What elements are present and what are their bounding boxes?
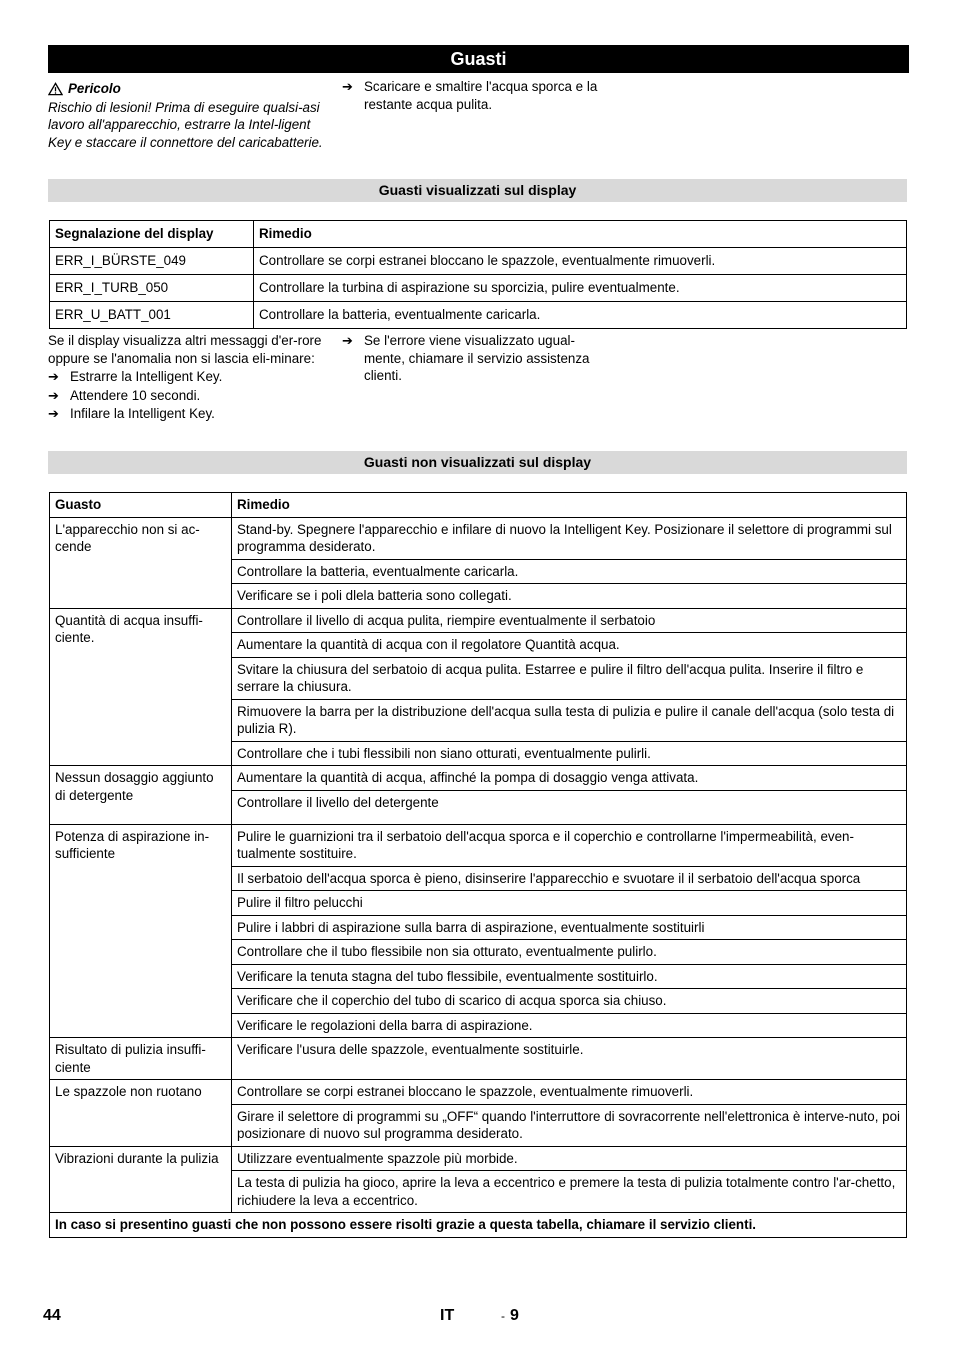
remedy-cell: Aumentare la quantità di acqua con il regolatore Quantità acqua. [232,633,907,658]
intro-step-text: Scaricare e smaltire l'acqua sporca e la restante acqua pulita. [364,79,598,112]
fault-cell: Vibrazioni durante la pulizia [50,1146,232,1213]
display-faults-table [49,220,907,329]
remedy-cell: Utilizzare eventualmente spazzole più morbide. [232,1146,907,1171]
step-item [48,368,326,386]
remedy-cell: Controllare se corpi estranei bloccano le spazzole, eventualmente rimuoverli. [232,1080,907,1105]
column-header: Segnalazione del display [50,221,254,248]
danger-heading [48,80,326,98]
footer-dash: - [501,1309,505,1323]
table-footer-row [50,1213,907,1238]
remedy-cell: Controllare la batteria, eventualmente caricarla. [254,302,907,329]
warning-triangle-icon [48,82,63,96]
remedy-cell: Controllare la turbina di aspirazione su sporcizia, pulire eventualmente. [254,275,907,302]
remedy-cell: Girare il selettore di programmi su „OFF“ quando l'interruttore di sovracorrente nell'elettronica è interve-nuto, poi posizionare di nuovo sul programma desiderato. [232,1104,907,1146]
step-text: Estrarre la Intelligent Key. [70,369,223,384]
page-title: Guasti [48,45,909,73]
footer-separator [501,1307,505,1326]
table-row [50,517,907,559]
step-text: Infilare la Intelligent Key. [70,406,215,421]
intro-step [342,78,620,113]
remedy-cell: Verificare la tenuta stagna del tubo flessibile, eventualmente sostituirlo. [232,964,907,989]
fault-cell: L'apparecchio non si ac-cende [50,517,232,608]
remedy-cell: La testa di pulizia ha gioco, aprire la leva a eccentrico e premere la testa di pulizia totalmente contro l'ar-chetto, richiudere la leva a eccentrico. [232,1171,907,1213]
table-footer-note: In caso si presentino guasti che non possono essere risolti grazie a questa tabella, chiamare il servizio clienti. [50,1213,907,1238]
page-number: 44 [43,1307,61,1324]
danger-heading-text: Pericolo [68,81,121,96]
error-code: ERR_I_BÜRSTE_049 [50,248,254,275]
remedy-cell: Controllare se corpi estranei bloccano le spazzole, eventualmente rimuoverli. [254,248,907,275]
column-header: Guasto [50,493,232,518]
danger-block [48,80,326,151]
arrow-right-icon: ➔ [342,333,353,348]
arrow-right-icon: ➔ [342,79,353,94]
remedy-cell: Pulire i labbri di aspirazione sulla barra di aspirazione, eventualmente sostituirli [232,915,907,940]
remedy-cell: Svitare la chiusura del serbatoio di acqua pulita. Estarree e pulire il filtro dell'acqua pulita. Inserire il filtro e serrare la chiusura. [232,657,907,699]
error-code: ERR_I_TURB_050 [50,275,254,302]
fault-cell: Le spazzole non ruotano [50,1080,232,1147]
fault-cell: Quantità di acqua insuffi-ciente. [50,608,232,766]
step-item [48,387,326,405]
remedy-cell: Verificare se i poli dlela batteria sono collegati. [232,584,907,609]
arrow-right-icon: ➔ [48,387,59,403]
table-row [50,766,907,791]
remedy-cell: Controllare che il tubo flessibile non sia otturato, eventualmente pulirlo. [232,940,907,965]
section-title-display-faults: Guasti visualizzati sul display [48,179,907,202]
remedy-cell: Pulire le guarnizioni tra il serbatoio dell'acqua sporca e il coperchio e controllarne l'impermeabilità, even-tualmente sostituire. [232,824,907,866]
table-row [50,1080,907,1105]
step-item [48,405,326,423]
section-title-non-display-faults: Guasti non visualizzati sul display [48,451,907,474]
remedy-cell: Verificare l'usura delle spazzole, eventualmente sostituirle. [232,1038,907,1080]
table-row [50,608,907,633]
table-row [50,275,907,302]
table-header-row [50,493,907,518]
column-header: Rimedio [232,493,907,518]
table-row [50,824,907,866]
sub-page-number: 9 [510,1307,519,1324]
remedy-cell: Aumentare la quantità di acqua, affinché la pompa di dosaggio venga attivata. [232,766,907,791]
remedy-cell: Controllare il livello di acqua pulita, riempire eventualmente il serbatoio [232,608,907,633]
after-table-block [48,332,326,423]
table-row [50,1146,907,1171]
table-row [50,248,907,275]
step-text: Attendere 10 secondi. [70,387,201,403]
arrow-right-icon: ➔ [48,369,59,384]
danger-text: Rischio di lesioni! Prima di eseguire qualsi-asi lavoro all'apparecchio, estrarre la Intel-ligent Key e staccare il connettore del caricabatterie. [48,99,323,150]
remedy-cell: Controllare che i tubi flessibili non siano otturati, eventualmente pulirli. [232,741,907,766]
arrow-right-icon: ➔ [48,406,59,421]
after-table-text: Se il display visualizza altri messaggi d'er-rore oppure se l'anomalia non si lascia eli-minare: [48,333,322,366]
remedy-cell: Verificare che il coperchio del tubo di scarico di acqua sporca sia chiuso. [232,989,907,1014]
language-code: IT [440,1307,455,1324]
right-step-text: Se l'errore viene visualizzato ugual-mente, chiamare il servizio assistenza clienti. [364,333,590,383]
table-row [50,1038,907,1080]
remedy-cell: Controllare la batteria, eventualmente caricarla. [232,559,907,584]
remedy-cell: Il serbatoio dell'acqua sporca è pieno, disinserire l'apparecchio e svuotare il il serbatoio dell'acqua sporca [232,866,907,891]
non-display-faults-table [49,492,907,1238]
column-header: Rimedio [254,221,907,248]
after-table-right-step [342,332,612,385]
remedy-cell: Verificare le regolazioni della barra di aspirazione. [232,1013,907,1038]
fault-cell: Nessun dosaggio aggiunto di detergente [50,766,232,825]
fault-cell: Risultato di pulizia insuffi-ciente [50,1038,232,1080]
remedy-cell: Rimuovere la barra per la distribuzione dell'acqua sulla testa di pulizia e pulire il canale dell'acqua (solo testa di pulizia R). [232,699,907,741]
remedy-cell: Stand-by. Spegnere l'apparecchio e infilare di nuovo la Intelligent Key. Posizionare il selettore di programmi sul programma desiderato. [232,517,907,559]
fault-cell: Potenza di aspirazione in-sufficiente [50,824,232,1038]
table-header-row [50,221,907,248]
table-row [50,302,907,329]
error-code: ERR_U_BATT_001 [50,302,254,329]
remedy-cell: Pulire il filtro pelucchi [232,891,907,916]
remedy-cell: Controllare il livello del detergente [232,790,907,824]
